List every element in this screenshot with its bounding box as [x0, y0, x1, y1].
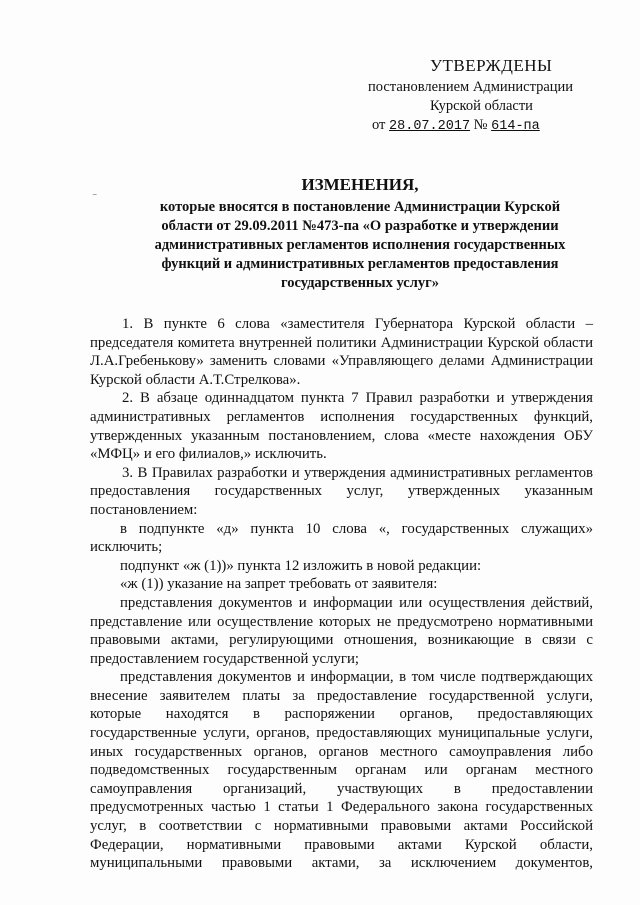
paragraph-3: 3. В Правилах разработки и утверждения административных регламентов предоставления государственных услуг, утвержденных указанным постановлением: [90, 464, 593, 518]
title-main: ИЗМЕНЕНИЯ, [301, 175, 419, 194]
scan-speck: ⁻ [92, 192, 98, 203]
approval-line-1: постановлением Администрации [368, 79, 574, 95]
date-prefix: от [372, 117, 386, 133]
paragraph-4: в подпункте «д» пункта 10 слова «, государственных служащих» исключить; [90, 520, 593, 556]
approval-heading: УТВЕРЖДЕНЫ [430, 56, 553, 75]
paragraph-8: представления документов и информации, в том числе подтверждающих внесение заявителем платы за предоставление государственной услуги, которые находятся в распоряжении органов, предоставляющих государственные услуги, органов, предоставляющих муниципальные услуги, иных государственных органов, органов местного самоуправления либо подведомственных государственным органам или органам местного самоуправления организаций, участвующих в предоставлении предусмотренных частью 1 статьи 1 Федерального закона государственных услуг, в соответствии с нормативными правовыми актами Российской Федерации, нормативными правовыми актами Курской области, муниципальными правовыми актами, за исключением документов, [90, 669, 593, 872]
number-prefix: № [473, 117, 488, 133]
paragraph-5: подпункт «ж (1))» пункта 12 изложить в новой редакции: [120, 557, 482, 574]
approval-date-line [360, 116, 600, 136]
paragraph-7: представления документов и информации или осуществления действий, представление или осуществление которых не предусмотрено нормативными правовыми актами, регулирующими отношения, возникающие в связи с предоставлением государственной услуги; [90, 594, 593, 667]
paragraph-2: 2. В абзаце одиннадцатом пункта 7 Правил разработки и утверждения административных регламентов исполнения государственных функций, утвержденных указанным постановлением, слова «месте нахождения ОБУ «МФЦ» и его филиалов,» исключить. [90, 390, 593, 463]
approval-date: 28.07.2017 [389, 119, 471, 134]
title-subtitle: которые вносятся в постановление Администрации Курской области от 29.09.2011 №473-па «О разработке и утверждении административных регламентов исполнения государственных функций и административных регламентов предоставления государственных услуг» [154, 199, 566, 291]
document-body [90, 315, 593, 873]
approval-number: 614-па [491, 119, 540, 134]
document-title [140, 175, 580, 293]
paragraph-1: 1. В пункте 6 слова «заместителя Губернатора Курской области – председателя комитета внутренней политики Администрации Курской области Л.А.Гребенькову» заменить словами «Управляющего делами Администрации Курской области А.Т.Стрелкова». [90, 316, 593, 388]
paragraph-6: «ж (1)) указание на запрет требовать от заявителя: [120, 576, 438, 593]
approval-stamp [360, 56, 600, 136]
approval-line-2: Курской области [430, 98, 533, 114]
